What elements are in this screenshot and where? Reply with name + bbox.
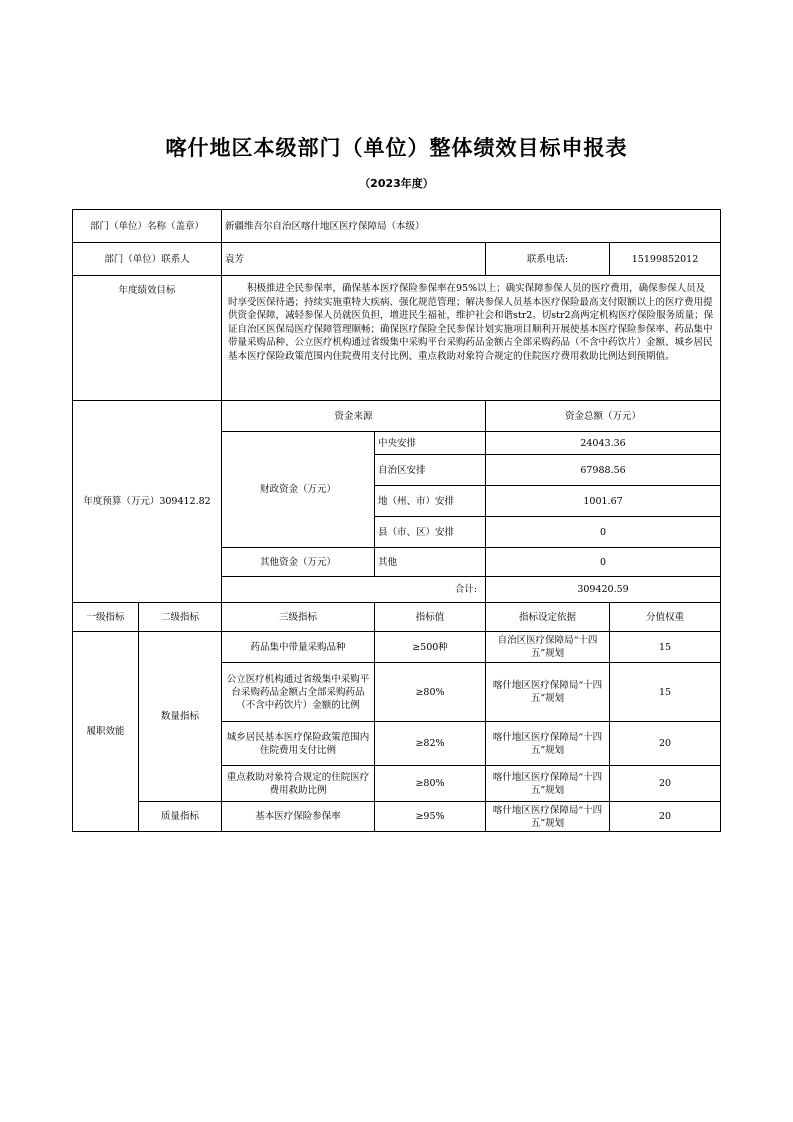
funding-total-header: 资金总额（万元） [486,401,721,432]
page-subtitle: （2023年度） [359,177,434,190]
phone-value: 15199852012 [610,243,721,276]
indicator-value: ≥500种 [375,632,486,663]
indicator-value: ≥82% [375,722,486,766]
column-header: 一级指标 [73,603,139,632]
indicator-weight: 15 [610,663,721,722]
indicator-basis: 喀什地区医疗保障局“十四五”规划 [486,722,610,766]
indicator-basis: 自治区医疗保障局“十四五”规划 [486,632,610,663]
budget-header-row [73,401,721,432]
column-header: 指标值 [375,603,486,632]
goal-row [73,276,721,401]
funding-source-header: 资金来源 [222,401,486,432]
indicator-weight: 15 [610,632,721,663]
budget-row-value: 0 [486,517,721,548]
other-funds-label: 其他资金（万元） [222,548,375,577]
page-title: 喀什地区本级部门（单位）整体绩效目标申报表 [165,136,628,160]
dept-name-row [73,210,721,243]
phone-label: 联系电话: [486,243,610,276]
fiscal-funds-label: 财政资金（万元） [222,432,375,548]
indicator-basis: 喀什地区医疗保障局“十四五”规划 [486,802,610,832]
quality-indicator-label: 质量指标 [139,802,222,832]
indicator-value: ≥80% [375,766,486,802]
level1-indicator: 履职效能 [73,632,139,832]
indicator-weight: 20 [610,766,721,802]
goal-label: 年度绩效目标 [73,276,222,401]
indicator-row [73,802,721,832]
dept-name-label: 部门（单位）名称（盖章） [73,210,222,243]
contact-value: 袁芳 [222,243,486,276]
column-header: 二级指标 [139,603,222,632]
budget-row-value: 24043.36 [486,432,721,455]
other-funds-value: 0 [486,548,721,577]
budget-row-value: 67988.56 [486,455,721,486]
indicator-value: ≥80% [375,663,486,722]
other-funds-name: 其他 [375,548,486,577]
column-header: 分值权重 [610,603,721,632]
contact-label: 部门（单位）联系人 [73,243,222,276]
indicator-name: 公立医疗机构通过省级集中采购平台采购药品金额占全部采购药品（不含中药饮片）金额的比例 [222,663,375,722]
performance-form-table [72,209,721,832]
budget-sum-value: 309420.59 [486,577,721,603]
budget-label: 年度预算（万元）309412.82 [73,401,222,603]
contact-row [73,243,721,276]
indicator-row [73,632,721,663]
indicator-basis: 喀什地区医疗保障局“十四五”规划 [486,663,610,722]
goal-text: 积极推进全民参保率，确保基本医疗保险参保率在95%以上；确实保障参保人员的医疗费用，确保参保人员及时享受医保待遇；持续实施重特大疾病、强化规范管理；解决参保人员基本医疗保险最高支付限额以上的医疗费用提供资金保障，减轻参保人员就医负担，增进民生福祉，维护社会和谐str2。切str2高两定机构医疗保险服务质量；保证自治区医保局医疗保障管理顺畅；确保医疗保险全民参保计划实施项目顺利开展使基本医疗保险参保率、药品集中带量采购品种、公立医疗机构通过省级集中采购平台采购药品金额占全部采购药品（不含中药饮片）金额、城乡居民基本医疗保险政策范围内住院费用支付比例、重点救助对象符合规定的住院医疗费用救助比例达到预期值。 [222,276,721,401]
budget-sum-label: 合计: [222,577,486,603]
column-header: 指标设定依据 [486,603,610,632]
indicator-name: 基本医疗保险参保率 [222,802,375,832]
indicator-header-row [73,603,721,632]
budget-row-name: 地（州、市）安排 [375,486,486,517]
budget-row-name: 自治区安排 [375,455,486,486]
indicator-name: 药品集中带量采购品种 [222,632,375,663]
indicator-name: 城乡居民基本医疗保险政策范围内住院费用支付比例 [222,722,375,766]
indicator-value: ≥95% [375,802,486,832]
indicator-name: 重点救助对象符合规定的住院医疗费用救助比例 [222,766,375,802]
indicator-weight: 20 [610,722,721,766]
column-header: 三级指标 [222,603,375,632]
budget-row-value: 1001.67 [486,486,721,517]
indicator-basis: 喀什地区医疗保障局“十四五”规划 [486,766,610,802]
indicator-weight: 20 [610,802,721,832]
budget-row-name: 中央安排 [375,432,486,455]
budget-row-name: 县（市、区）安排 [375,517,486,548]
dept-name-value: 新疆维吾尔自治区喀什地区医疗保障局（本级） [222,210,721,243]
quantity-indicator-label: 数量指标 [139,632,222,802]
